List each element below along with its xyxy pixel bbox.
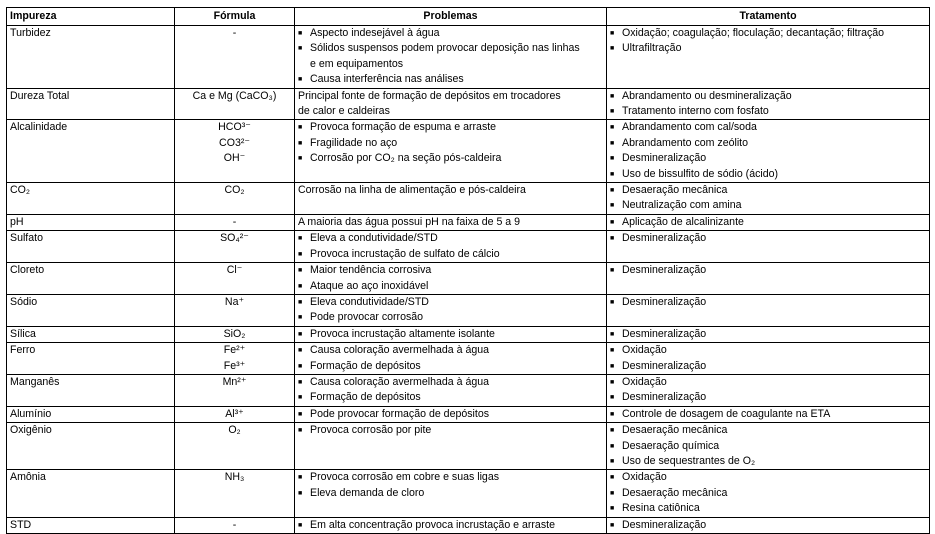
tratamento-list-item	[610, 151, 926, 166]
square-bullet-icon: ■	[610, 155, 615, 163]
table-row	[7, 406, 930, 422]
header-tratamento: Tratamento	[607, 8, 930, 26]
tratamento-list-item	[610, 263, 926, 278]
problemas-paragraph	[298, 215, 603, 230]
problemas-list-item	[298, 359, 603, 374]
table-row	[7, 374, 930, 406]
square-bullet-icon: ■	[298, 378, 303, 386]
tratamento-list-item	[610, 343, 926, 358]
problemas-list-item	[298, 295, 603, 310]
impureza-cell: pH	[7, 214, 175, 230]
tratamento-list-item	[610, 120, 926, 135]
tratamento-list-item	[610, 183, 926, 198]
tratamento-cell	[607, 231, 930, 263]
square-bullet-icon: ■	[298, 362, 303, 370]
square-bullet-icon: ■	[610, 489, 615, 497]
square-bullet-icon: ■	[298, 139, 303, 147]
square-bullet-icon: ■	[610, 505, 615, 513]
formula-line: NH₃	[224, 471, 245, 484]
square-bullet-icon: ■	[298, 330, 303, 338]
tratamento-cell	[607, 343, 930, 375]
problemas-list-item	[298, 327, 603, 342]
formula-line: -	[232, 27, 237, 39]
tratamento-text: Desmineralização	[622, 152, 707, 165]
square-bullet-icon: ■	[610, 457, 615, 465]
tratamento-list-item	[610, 136, 926, 151]
square-bullet-icon: ■	[610, 521, 615, 529]
tratamento-text: Abrandamento ou desmineralização	[622, 89, 792, 102]
problemas-paragraph	[298, 89, 603, 120]
square-bullet-icon: ■	[610, 202, 615, 210]
impureza-cell: Alumínio	[7, 406, 175, 422]
square-bullet-icon: ■	[298, 45, 303, 53]
problemas-text: Pode provocar formação de depósitos	[310, 407, 490, 420]
tratamento-text: Desmineralização	[622, 518, 707, 531]
square-bullet-icon: ■	[298, 489, 303, 497]
problemas-text: Provoca incrustação de sulfato de cálcio	[310, 247, 500, 260]
problemas-cell	[295, 294, 607, 326]
formula-cell	[175, 214, 295, 230]
square-bullet-icon: ■	[298, 235, 303, 243]
table-row	[7, 183, 930, 215]
table-row	[7, 263, 930, 295]
table-row	[7, 326, 930, 342]
tratamento-list-item	[610, 486, 926, 501]
impureza-cell: Alcalinidade	[7, 120, 175, 183]
tratamento-cell	[607, 214, 930, 230]
table-row	[7, 88, 930, 120]
problemas-list-item	[298, 151, 603, 166]
problemas-list-item	[298, 231, 603, 246]
square-bullet-icon: ■	[610, 45, 615, 53]
problemas-list-item	[298, 486, 603, 501]
table-row	[7, 294, 930, 326]
square-bullet-icon: ■	[298, 314, 303, 322]
tratamento-text: Desmineralização	[622, 359, 707, 372]
problemas-cell	[295, 326, 607, 342]
tratamento-list-item	[610, 501, 926, 516]
table-row	[7, 470, 930, 517]
square-bullet-icon: ■	[610, 347, 615, 355]
square-bullet-icon: ■	[610, 267, 615, 275]
impureza-cell: CO₂	[7, 183, 175, 215]
problemas-list-item	[298, 279, 603, 294]
formula-cell	[175, 183, 295, 215]
problemas-text: Sólidos suspensos podem provocar deposição nas linhas	[310, 42, 580, 55]
tratamento-text: Uso de bissulfito de sódio (ácido)	[622, 167, 779, 180]
tratamento-list-item	[610, 390, 926, 405]
problemas-cell	[295, 263, 607, 295]
tratamento-list-item	[610, 327, 926, 342]
problemas-cell	[295, 231, 607, 263]
problemas-cell	[295, 423, 607, 470]
problemas-cell	[295, 517, 607, 533]
table-row	[7, 517, 930, 533]
problemas-list-item	[298, 407, 603, 422]
impureza-cell: Oxigênio	[7, 423, 175, 470]
problemas-text: Causa interferência nas análises	[310, 73, 464, 86]
square-bullet-icon: ■	[298, 282, 303, 290]
problemas-text: Eleva a condutividade/STD	[310, 232, 438, 245]
header-formula: Fórmula	[175, 8, 295, 26]
tratamento-text: Desmineralização	[622, 264, 707, 277]
formula-cell	[175, 470, 295, 517]
square-bullet-icon: ■	[298, 347, 303, 355]
table-row	[7, 120, 930, 183]
problemas-text: Principal fonte de formação de depósitos em trocadores	[298, 89, 561, 102]
impureza-cell: Sílica	[7, 326, 175, 342]
problemas-text: Causa coloração avermelhada à água	[310, 344, 490, 357]
problemas-cell	[295, 214, 607, 230]
formula-cell	[175, 294, 295, 326]
formula-line: Fe³⁺	[223, 359, 246, 372]
tratamento-text: Desaeração química	[622, 439, 720, 452]
header-impureza: Impureza	[7, 8, 175, 26]
tratamento-cell	[607, 183, 930, 215]
problemas-text: de calor e caldeiras	[298, 105, 390, 118]
problemas-text: Provoca formação de espuma e arraste	[310, 121, 497, 134]
problemas-text: Provoca incrustação altamente isolante	[310, 327, 495, 340]
tratamento-list-item	[610, 454, 926, 469]
square-bullet-icon: ■	[610, 92, 615, 100]
tratamento-text: Neutralização com amina	[622, 199, 742, 212]
problemas-list-item	[298, 390, 603, 405]
problemas-cell	[295, 26, 607, 89]
tratamento-list-item	[610, 470, 926, 485]
tratamento-text: Oxidação; coagulação; floculação; decantação; filtração	[622, 27, 885, 39]
formula-line: -	[232, 518, 237, 531]
impureza-cell: Amônia	[7, 470, 175, 517]
square-bullet-icon: ■	[298, 427, 303, 435]
problemas-text: Corrosão na linha de alimentação e pós-caldeira	[298, 184, 526, 197]
tratamento-text: Aplicação de alcalinizante	[622, 215, 744, 228]
problemas-text: A maioria das água possui pH na faixa de 5 a 9	[298, 215, 521, 228]
square-bullet-icon: ■	[298, 521, 303, 529]
tratamento-cell	[607, 374, 930, 406]
problemas-text: Eleva condutividade/STD	[310, 295, 429, 308]
tratamento-cell	[607, 326, 930, 342]
problemas-cell	[295, 183, 607, 215]
impureza-cell: Turbidez	[7, 26, 175, 89]
table-row	[7, 423, 930, 470]
square-bullet-icon: ■	[610, 235, 615, 243]
tratamento-text: Oxidação	[622, 375, 667, 388]
table-body	[7, 26, 930, 534]
square-bullet-icon: ■	[610, 139, 615, 147]
square-bullet-icon: ■	[610, 442, 615, 450]
tratamento-text: Desaeração mecânica	[622, 184, 728, 197]
problemas-list-item	[298, 518, 603, 533]
problemas-text: Ataque ao aço inoxidável	[310, 279, 429, 292]
tratamento-list-item	[610, 104, 926, 119]
problemas-text: Fragilidade no aço	[310, 136, 398, 149]
problemas-list-item	[298, 263, 603, 278]
impureza-cell: STD	[7, 517, 175, 533]
formula-line: O₂	[228, 424, 241, 437]
table-row	[7, 343, 930, 375]
problemas-text: Aspecto indesejável à água	[310, 27, 440, 39]
square-bullet-icon: ■	[610, 170, 615, 178]
formula-cell	[175, 263, 295, 295]
impureza-cell: Sulfato	[7, 231, 175, 263]
tratamento-cell	[607, 294, 930, 326]
formula-line: OH⁻	[223, 152, 246, 165]
problemas-list-item	[298, 343, 603, 358]
problemas-text: Eleva demanda de cloro	[310, 486, 425, 499]
formula-line: Fe²⁺	[223, 344, 246, 357]
square-bullet-icon: ■	[298, 30, 303, 37]
formula-cell	[175, 88, 295, 120]
problemas-text: Provoca corrosão em cobre e suas ligas	[310, 471, 500, 484]
formula-line: HCO³⁻	[218, 121, 251, 134]
problemas-text: Causa coloração avermelhada à água	[310, 375, 490, 388]
problemas-list-item	[298, 375, 603, 390]
square-bullet-icon: ■	[610, 30, 615, 37]
problemas-text: Formação de depósitos	[310, 359, 421, 372]
problemas-cell	[295, 374, 607, 406]
problemas-list-item	[298, 72, 603, 87]
tratamento-text: Oxidação	[622, 344, 667, 357]
problemas-list-item	[298, 26, 603, 41]
tratamento-text: Desmineralização	[622, 295, 707, 308]
square-bullet-icon: ■	[610, 330, 615, 338]
problemas-text: e em equipamentos	[310, 57, 404, 70]
problemas-list-item	[298, 423, 603, 438]
table-row	[7, 26, 930, 89]
impureza-cell: Sódio	[7, 294, 175, 326]
problemas-text: Pode provocar corrosão	[310, 311, 424, 324]
square-bullet-icon: ■	[298, 298, 303, 306]
tratamento-cell	[607, 423, 930, 470]
tratamento-text: Ultrafiltração	[622, 42, 682, 55]
tratamento-text: Desmineralização	[622, 391, 707, 404]
square-bullet-icon: ■	[298, 474, 303, 482]
formula-line: SiO₂	[223, 327, 246, 340]
tratamento-cell	[607, 406, 930, 422]
tratamento-list-item	[610, 198, 926, 213]
tratamento-text: Desmineralização	[622, 232, 707, 245]
formula-line: Cl⁻	[226, 264, 243, 277]
square-bullet-icon: ■	[610, 108, 615, 116]
square-bullet-icon: ■	[298, 155, 303, 163]
tratamento-text: Oxidação	[622, 471, 667, 484]
square-bullet-icon: ■	[298, 124, 303, 132]
square-bullet-icon: ■	[610, 298, 615, 306]
formula-line: SO₄²⁻	[220, 232, 249, 245]
tratamento-list-item	[610, 41, 926, 56]
formula-cell	[175, 406, 295, 422]
tratamento-list-item	[610, 167, 926, 182]
problemas-text: Em alta concentração provoca incrustação e arraste	[310, 518, 555, 531]
formula-line: CO3²⁻	[219, 136, 250, 149]
formula-cell	[175, 517, 295, 533]
formula-cell	[175, 374, 295, 406]
tratamento-list-item	[610, 375, 926, 390]
formula-cell	[175, 343, 295, 375]
square-bullet-icon: ■	[610, 187, 615, 195]
square-bullet-icon: ■	[610, 410, 615, 418]
formula-line: Mn²⁺	[222, 375, 247, 388]
tratamento-cell	[607, 470, 930, 517]
formula-line: -	[232, 215, 237, 228]
problemas-list-item	[298, 470, 603, 485]
tratamento-list-item	[610, 295, 926, 310]
square-bullet-icon: ■	[298, 394, 303, 402]
problemas-text: Formação de depósitos	[310, 391, 421, 404]
impureza-cell: Dureza Total	[7, 88, 175, 120]
problemas-list-item	[298, 247, 603, 262]
tratamento-list-item	[610, 89, 926, 104]
formula-cell	[175, 231, 295, 263]
tratamento-list-item	[610, 439, 926, 454]
tratamento-list-item	[610, 423, 926, 438]
problemas-paragraph	[298, 183, 603, 198]
problemas-list-item	[298, 120, 603, 135]
problemas-cell	[295, 88, 607, 120]
tratamento-text: Desmineralização	[622, 327, 707, 340]
tratamento-text: Abrandamento com cal/soda	[622, 121, 757, 134]
tratamento-list-item	[610, 215, 926, 230]
tratamento-cell	[607, 120, 930, 183]
problemas-cell	[295, 343, 607, 375]
impureza-cell: Ferro	[7, 343, 175, 375]
problemas-text: Provoca corrosão por pite	[310, 424, 432, 437]
formula-line: Al³⁺	[225, 407, 244, 420]
problemas-cell	[295, 406, 607, 422]
square-bullet-icon: ■	[298, 76, 303, 84]
impurities-table	[6, 7, 930, 534]
square-bullet-icon: ■	[298, 267, 303, 275]
problemas-cell	[295, 120, 607, 183]
tratamento-list-item	[610, 359, 926, 374]
problemas-text: Maior tendência corrosiva	[310, 264, 432, 277]
tratamento-cell	[607, 88, 930, 120]
formula-cell	[175, 120, 295, 183]
formula-line: Na⁺	[224, 295, 245, 308]
table-row	[7, 214, 930, 230]
impureza-cell: Cloreto	[7, 263, 175, 295]
tratamento-text: Desaeração mecânica	[622, 424, 728, 437]
tratamento-list-item	[610, 407, 926, 422]
square-bullet-icon: ■	[610, 427, 615, 435]
square-bullet-icon: ■	[298, 250, 303, 258]
tratamento-text: Tratamento interno com fosfato	[622, 105, 769, 118]
tratamento-list-item	[610, 26, 926, 41]
tratamento-cell	[607, 26, 930, 89]
problemas-cell	[295, 470, 607, 517]
tratamento-list-item	[610, 231, 926, 246]
problemas-text: Corrosão por CO₂ na seção pós-caldeira	[310, 152, 502, 165]
tratamento-text: Desaeração mecânica	[622, 486, 728, 499]
tratamento-text: Abrandamento com zeólito	[622, 136, 749, 149]
header-problemas: Problemas	[295, 8, 607, 26]
square-bullet-icon: ■	[610, 378, 615, 386]
square-bullet-icon: ■	[610, 124, 615, 132]
formula-cell	[175, 26, 295, 89]
formula-cell	[175, 423, 295, 470]
problemas-list-item	[298, 136, 603, 151]
formula-cell	[175, 326, 295, 342]
tratamento-text: Resina catiônica	[622, 502, 700, 515]
tratamento-list-item	[610, 518, 926, 533]
square-bullet-icon: ■	[610, 394, 615, 402]
square-bullet-icon: ■	[610, 362, 615, 370]
problemas-list-item	[298, 310, 603, 325]
square-bullet-icon: ■	[610, 474, 615, 482]
header-row	[7, 8, 930, 26]
table-row	[7, 231, 930, 263]
impureza-cell: Manganês	[7, 374, 175, 406]
square-bullet-icon: ■	[610, 218, 615, 226]
formula-line: Ca e Mg (CaCO₃)	[192, 89, 277, 102]
tratamento-cell	[607, 263, 930, 295]
tratamento-cell	[607, 517, 930, 533]
tratamento-text: Uso de sequestrantes de O₂	[622, 454, 756, 467]
problemas-list-item	[298, 41, 603, 72]
formula-line: CO₂	[224, 184, 245, 197]
square-bullet-icon: ■	[298, 410, 303, 418]
tratamento-text: Controle de dosagem de coagulante na ETA	[622, 407, 831, 420]
